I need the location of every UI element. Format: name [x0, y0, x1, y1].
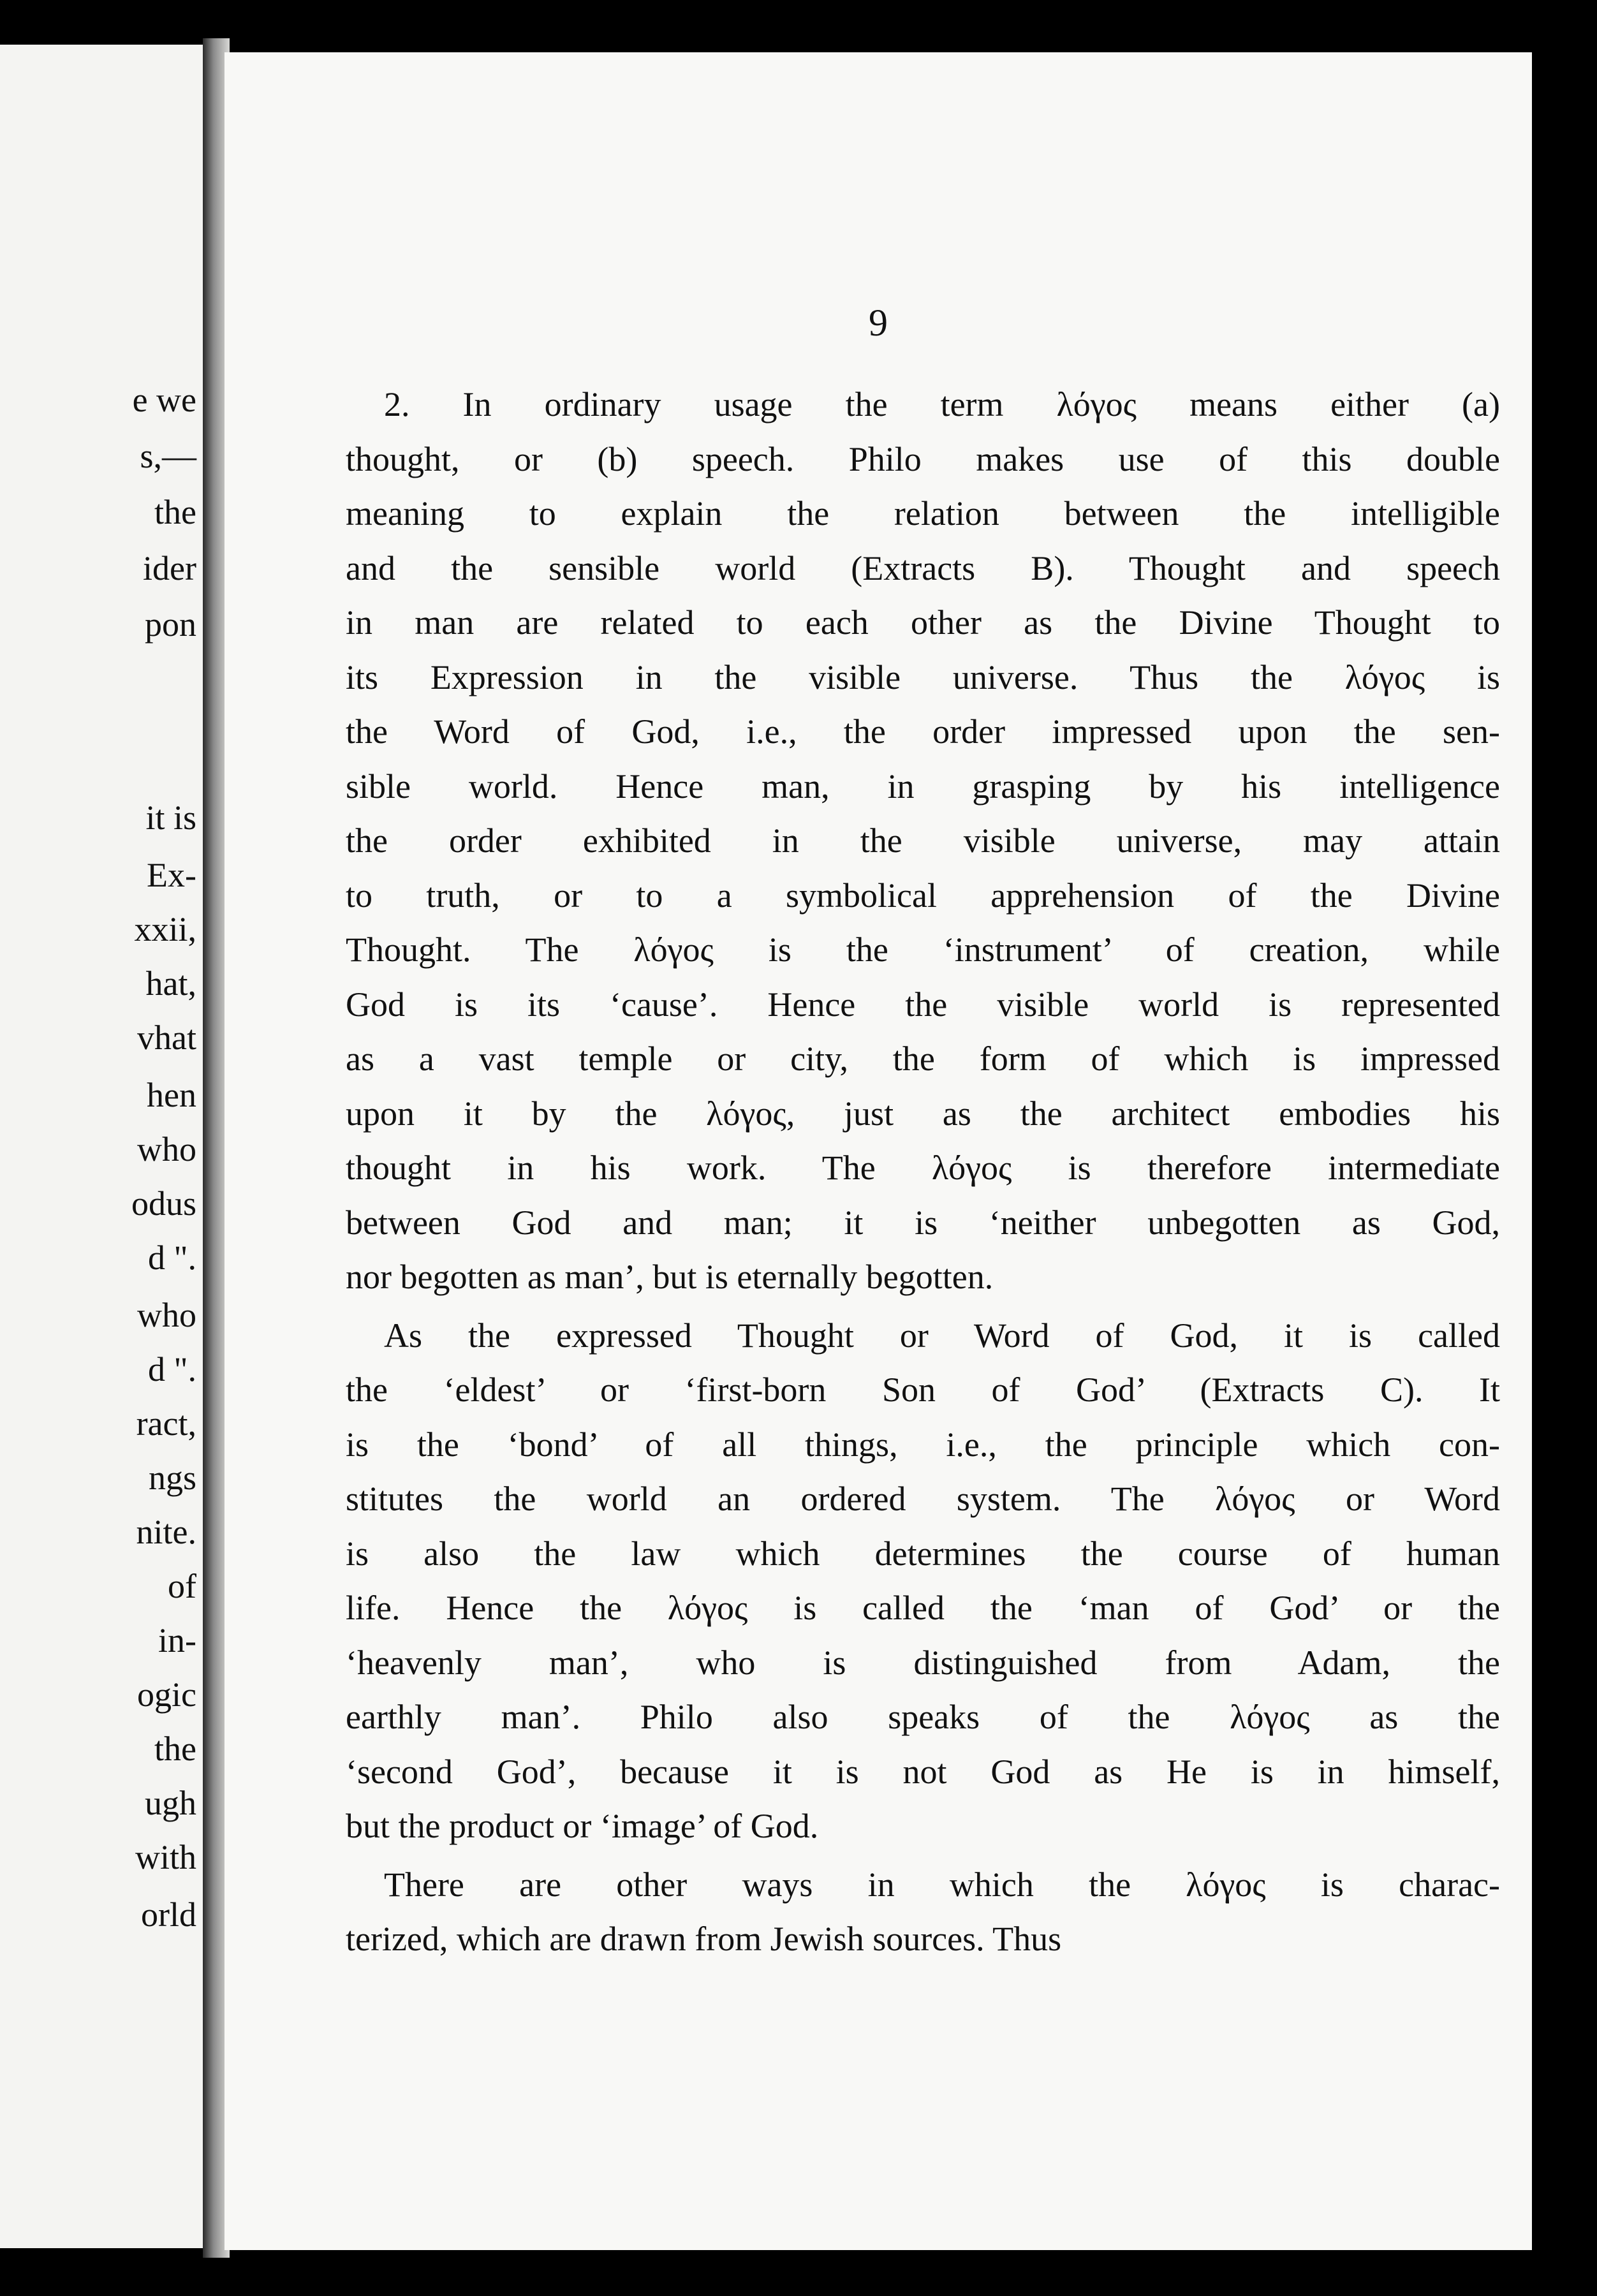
text-line: Thought. The λόγος is the ‘instrument’ of creation, while	[346, 931, 1500, 969]
text-line: upon it by the λόγος, just as the architect embodies his	[346, 1094, 1500, 1133]
facing-page-line: orld	[141, 1895, 196, 1934]
text-line: is the ‘bond’ of all things, i.e., the principle which con-	[346, 1425, 1500, 1464]
text-line: thought, or (b) speech. Philo makes use of this double	[346, 439, 1500, 478]
text-line: but the product or ‘image’ of God.	[346, 1807, 819, 1845]
facing-page	[0, 45, 203, 2248]
text-line: the Word of God, i.e., the order impressed upon the sen-	[346, 712, 1500, 751]
facing-page-line: pon	[145, 605, 196, 644]
facing-page-line: it is	[145, 798, 196, 837]
page-number: 9	[869, 302, 888, 344]
text-line: meaning to explain the relation between the intelligible	[346, 494, 1500, 533]
text-line: nor begotten as man’, but is eternally begotten.	[346, 1258, 994, 1296]
text-line: the order exhibited in the visible universe, may attain	[346, 821, 1500, 860]
text-line: to truth, or to a symbolical apprehension of the Divine	[346, 876, 1500, 915]
facing-page-line: with	[135, 1838, 196, 1876]
facing-page-line: hat,	[145, 964, 196, 1003]
text-line: ‘second God’, because it is not God as He is in himself,	[346, 1752, 1500, 1791]
facing-page-line: odus	[131, 1184, 196, 1223]
main-page	[224, 52, 1532, 2250]
facing-page-line: ugh	[145, 1784, 196, 1822]
facing-page-line: ngs	[148, 1459, 196, 1497]
facing-page-line: xxii,	[134, 910, 196, 948]
facing-page-line: vhat	[137, 1019, 196, 1057]
text-line: the ‘eldest’ or ‘first-born Son of God’ (Extracts C). It	[346, 1371, 1500, 1409]
facing-page-line: the	[154, 493, 196, 531]
text-line: There are other ways in which the λόγος is charac-	[384, 1865, 1500, 1904]
facing-page-line: hen	[147, 1076, 196, 1114]
text-line: in man are related to each other as the Divine Thought to	[346, 603, 1500, 642]
facing-page-line: of	[168, 1567, 196, 1605]
text-line: sible world. Hence man, in grasping by his intelligence	[346, 767, 1500, 806]
facing-page-line: Ex-	[147, 856, 196, 894]
text-line: between God and man; it is ‘neither unbegotten as God,	[346, 1203, 1500, 1242]
facing-page-line: ract,	[136, 1404, 196, 1443]
text-line: thought in his work. The λόγος is therefore intermediate	[346, 1149, 1500, 1187]
text-line: its Expression in the visible universe. Thus the λόγος is	[346, 658, 1500, 696]
text-line: earthly man’. Philo also speaks of the λόγος as the	[346, 1698, 1500, 1736]
facing-page-line: ider	[143, 549, 196, 587]
scan-border	[1532, 38, 1597, 2258]
text-line: life. Hence the λόγος is called the ‘man of God’ or the	[346, 1589, 1500, 1627]
text-line: God is its ‘cause’. Hence the visible world is represented	[346, 985, 1500, 1024]
facing-page-line: d ".	[147, 1239, 196, 1277]
text-line: is also the law which determines the course of human	[346, 1534, 1500, 1573]
text-line: ‘heavenly man’, who is distinguished from Adam, the	[346, 1643, 1500, 1682]
facing-page-line: nite.	[136, 1513, 196, 1551]
facing-page-line: who	[137, 1130, 196, 1168]
text-line: As the expressed Thought or Word of God, it is called	[384, 1316, 1500, 1355]
facing-page-line: s,—	[140, 437, 196, 475]
text-line: 2. In ordinary usage the term λόγος means either (a)	[384, 385, 1500, 423]
facing-page-line: d ".	[147, 1350, 196, 1388]
facing-page-line: in-	[158, 1621, 196, 1659]
text-line: terized, which are drawn from Jewish sources. Thus	[346, 1920, 1062, 1958]
facing-page-line: ogic	[137, 1675, 196, 1714]
facing-page-line: e we	[132, 381, 196, 419]
facing-page-line: the	[154, 1730, 196, 1768]
text-line: and the sensible world (Extracts B). Thought and speech	[346, 548, 1500, 587]
text-line: stitutes the world an ordered system. The λόγος or Word	[346, 1480, 1500, 1518]
text-line: as a vast temple or city, the form of which is impressed	[346, 1040, 1500, 1078]
facing-page-line: who	[137, 1296, 196, 1334]
